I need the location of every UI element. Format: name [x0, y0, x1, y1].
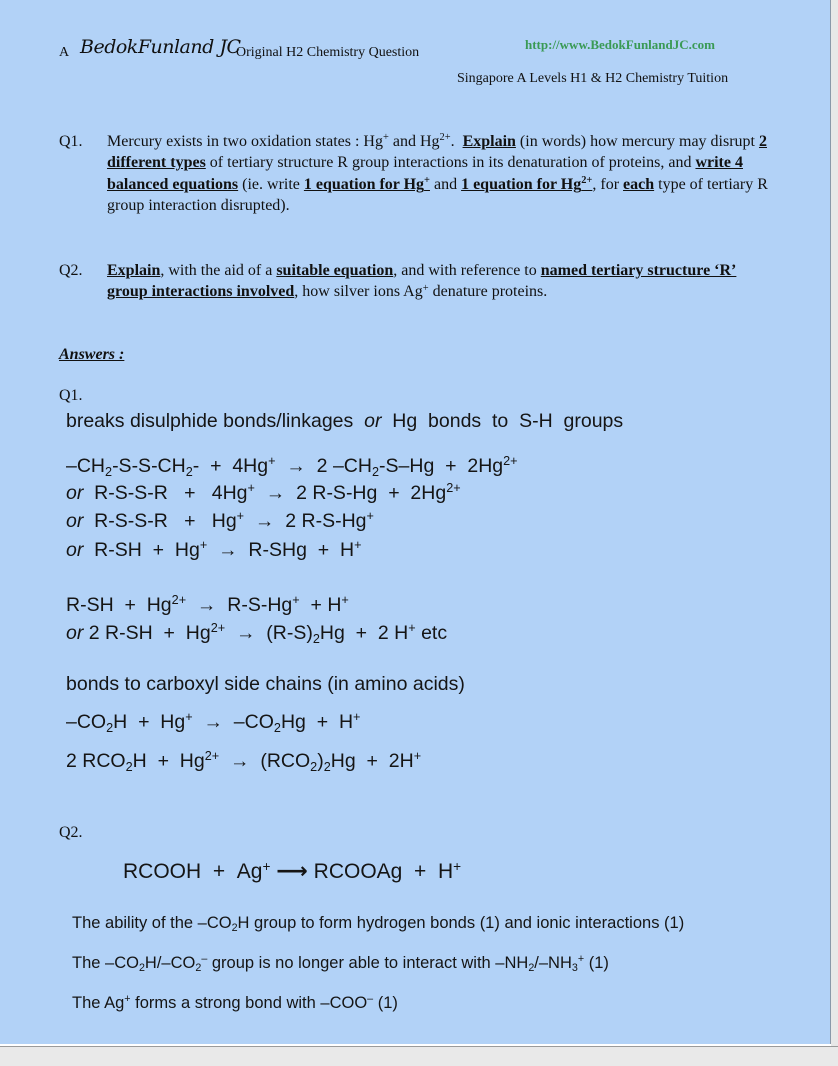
explanation-line-3: The Ag+ forms a strong bond with –COO– (1) — [72, 993, 398, 1012]
reaction-arrow-icon: ⟶ — [276, 858, 308, 883]
question-1-number: Q1. — [59, 133, 83, 150]
equation-1: $-CH_2-S-S-CH_2- + 4Hg^+ \to 2$ $-CH_2-S-Hg + 2Hg^{2+}$ — [66, 454, 518, 479]
silver-equation-reactants: RCOOH + Ag+ — [123, 858, 271, 883]
silver-equation — [123, 858, 461, 884]
question-1-text: Mercury exists in two oxidation states : Hg+ and $Hg^{2+}$. Explain (in words) how mercury may disrupt 2 different types of tertiary structure R group interactions in its denaturation of proteins, and write 4 balanced equations (ie. write 1 equation for Hg+ and 1 equation for $Hg^{2+}$, for each type of tertiary R group interaction disrupted). — [107, 132, 768, 214]
header-tuition: Singapore A Levels H1 & H2 Chemistry Tuition — [457, 71, 729, 86]
header-url-link[interactable]: http://www.BedokFunlandJC.com — [525, 37, 715, 52]
equation-4: or R-SH + Hg+ → R-SHg + H+ — [66, 538, 362, 561]
question-2-text: Explain, with the aid of a suitable equation, and with reference to named tertiary structure ‘R’ group interactions involved, how silver ions Ag+ denature proteins. — [107, 262, 737, 301]
question-2-number: Q2. — [59, 262, 83, 279]
equation-8: 2 $RCO_2H + Hg^{2+} \to (RCO_2)_2Hg + 2H^+$ — [66, 749, 422, 774]
carboxyl-heading: bonds to carboxyl side chains (in amino acids) — [66, 673, 465, 695]
explanation-line-2: The $-CO_2H/-CO_2^-$ group is no longer able to interact with $-NH_2/-NH_3^+$ (1) — [72, 953, 609, 975]
answer-1-intro: breaks disulphide bonds/linkages or Hg bonds to S-H groups — [66, 410, 624, 432]
answers-heading: Answers : — [59, 346, 125, 363]
equation-5: $R-SH + Hg^{2+} \to R-S-Hg^+ + H^+$ — [66, 593, 349, 616]
silver-equation-products: RCOOAg + H+ — [313, 858, 462, 883]
bottom-status-bar — [0, 1046, 838, 1066]
header-prefix: A — [59, 45, 70, 60]
vertical-scrollbar[interactable] — [831, 0, 838, 1046]
equation-2: or R-S-S-R + 4Hg+ → 2 $R-S-Hg + 2Hg^{2+}$ — [66, 481, 461, 504]
equation-3: or R-S-S-R + Hg+ → 2 R-S-Hg+ — [66, 509, 374, 532]
answer-1-number: Q1. — [59, 387, 83, 404]
explanation-line-1: The ability of the $-CO_2H$ group to form hydrogen bonds (1) and ionic interactions (1) — [72, 914, 685, 935]
equation-7: $-CO_2H + Hg^+ \to -CO_2Hg + H^+$ — [66, 710, 361, 735]
brand-logo-text: BedokFunland JC — [80, 36, 241, 58]
header-original: Original H2 Chemistry Question — [236, 45, 420, 60]
answer-2-number: Q2. — [59, 824, 83, 841]
equation-6: or 2 $R-SH + Hg^{2+} \to (R-S)_2Hg + 2$ H+ etc — [66, 621, 448, 646]
